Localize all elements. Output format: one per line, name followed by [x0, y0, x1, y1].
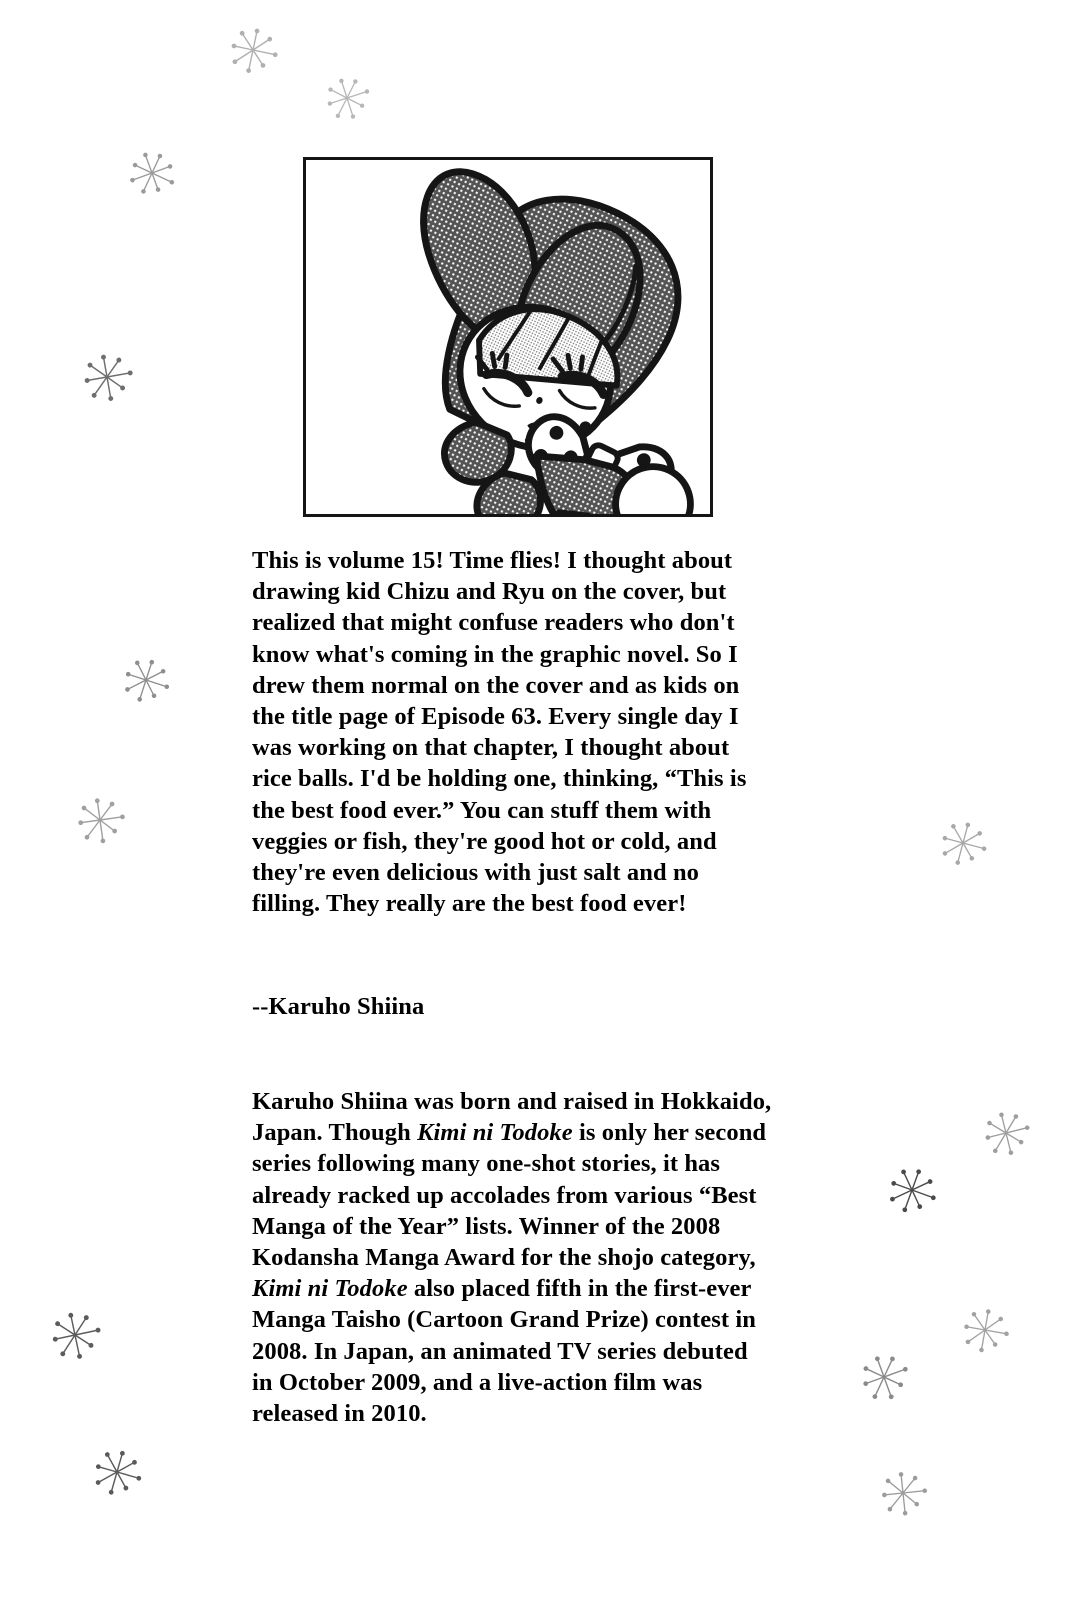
- bio-text-segment-1: Karuho Shiina was born and raised in Hokkaido, Japan. Though: [252, 1088, 772, 1147]
- snowflake-icon: [955, 1300, 1015, 1360]
- author-note-paragraph: This is volume 15! Time flies! I thought about drawing kid Chizu and Ryu on the cover, but realized that might confuse readers who don't know what's coming in the graphic novel. So I drew them normal on the cover and as kids on the title page of Episode 63. Every single day I was working on that chapter, I thought about rice balls. I'd be holding one, thinking, “This is the best food ever.” You can stuff them with veggies or fish, they're good hot or cold, and they're even delicious with just salt and no filling. They really are the best food ever!: [252, 547, 747, 918]
- illustration-frame: [303, 157, 713, 517]
- snowflake-icon: [877, 1155, 946, 1224]
- snowflake-icon: [75, 345, 140, 410]
- snowflake-icon: [931, 811, 995, 875]
- snowflake-icon: [113, 647, 179, 713]
- snowflake-icon: [974, 1101, 1037, 1164]
- snowflake-icon: [315, 66, 378, 129]
- author-biography: [252, 1086, 772, 1429]
- bunny-hood-character-illustration: [306, 160, 710, 514]
- series-title-second: Kimi ni Todoke: [252, 1275, 408, 1303]
- snowflake-icon: [849, 1342, 918, 1411]
- snowflake-icon: [84, 1439, 151, 1506]
- snowflake-icon: [874, 1464, 931, 1521]
- series-title-first: Kimi ni Todoke: [417, 1119, 573, 1147]
- snowflake-icon: [70, 790, 131, 851]
- snowflake-icon: [42, 1302, 108, 1368]
- bio-text-segment-2: is only her second series following many one-shot stories, it has already racked up accolades from various “Best Manga of the Year” lists. Winner of the 2008 Kodansha Manga Award for the shojo category,: [252, 1119, 767, 1272]
- bio-text-segment-3: also placed fifth in the first-ever Manga Taisho (Cartoon Grand Prize) contest in 2008. In Japan, an animated TV series debuted in October 2009, and a live-action film was released in 2010.: [252, 1275, 757, 1428]
- snowflake-icon: [221, 18, 285, 82]
- author-signature: --Karuho Shiina: [252, 993, 425, 1020]
- snowflake-icon: [117, 138, 186, 207]
